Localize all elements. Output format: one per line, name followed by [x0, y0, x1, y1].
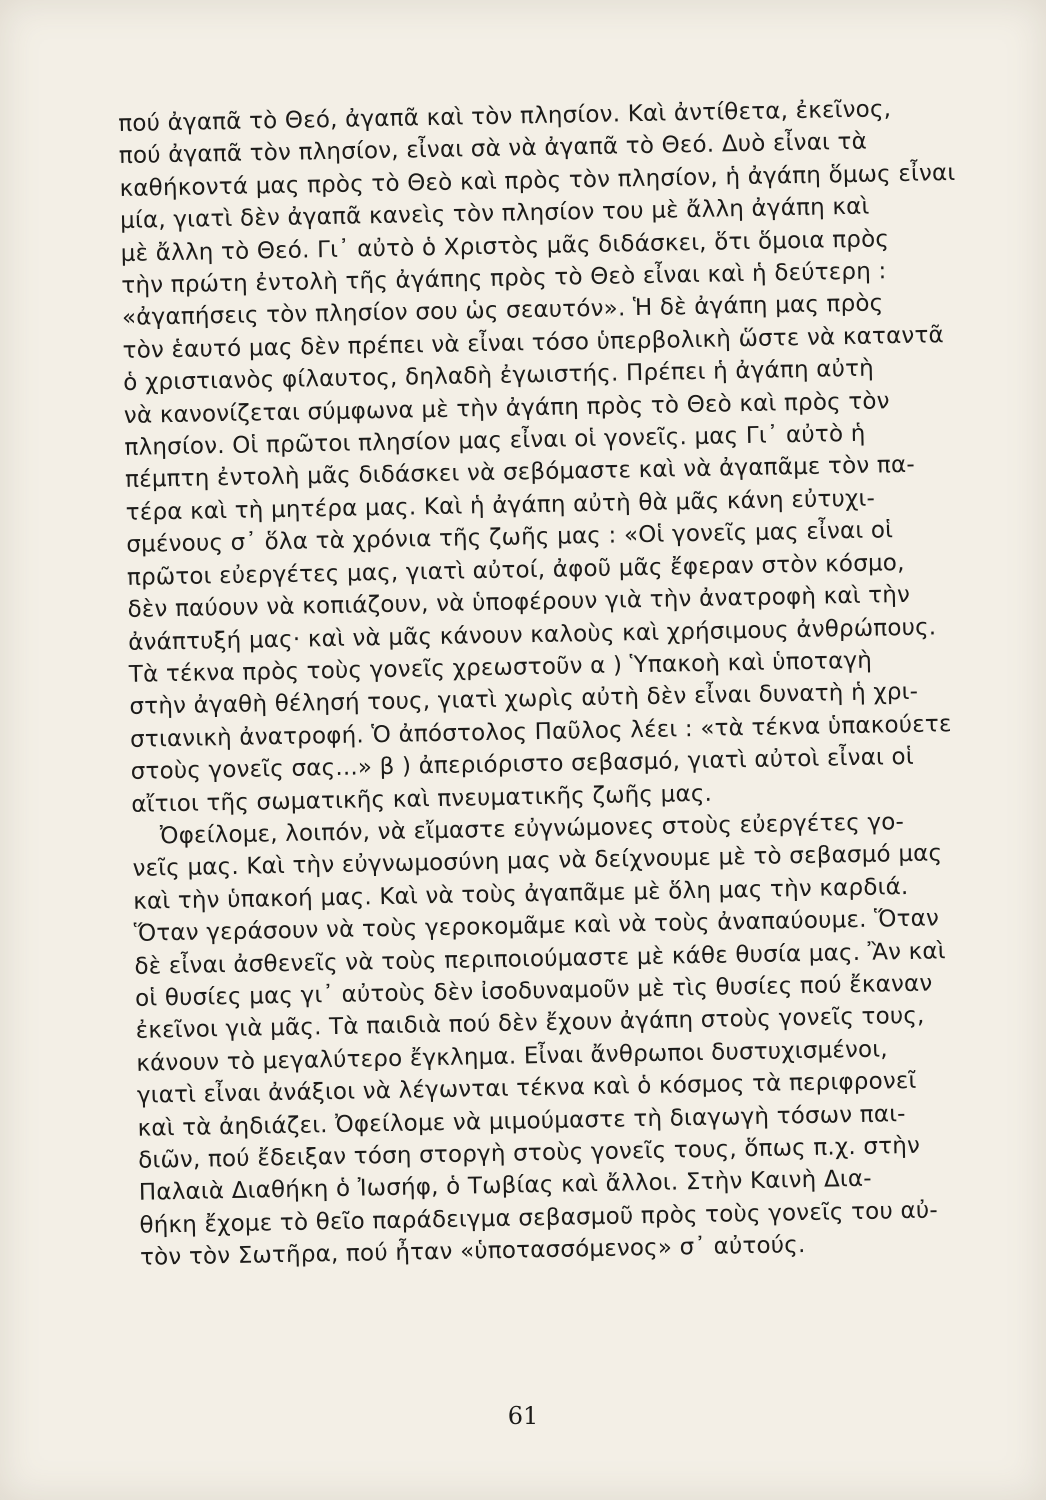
text-line: στοὺς γονεῖς σας...» β ) ἀπεριόριστο σεβασμό, γιατὶ αὐτοὶ εἶναι οἱ [130, 743, 915, 786]
text-line: πρῶτοι εὐεργέτες μας, γιατὶ αὐτοί, ἀφοῦ μᾶς ἔφεραν στὸν κόσμο, [126, 549, 905, 591]
body-text [118, 93, 956, 1275]
text-line: οἱ θυσίες μας γι᾿ αὐτοὺς δὲν ἰσοδυναμοῦν μὲ τὶς θυσίες πού ἔκαναν [134, 970, 933, 1012]
text-line: τὸν τὸν Σωτῆρα, πού ἦταν «ὑποτασσόμενος» σ᾿ αὐτούς. [139, 1232, 806, 1272]
page-number: 61 [507, 1402, 539, 1430]
text-line: πού ἀγαπᾶ τὸν πλησίον, εἶναι σὰ νὰ ἀγαπᾶ τὸ Θεό. Δυὸ εἶναι τὰ [118, 129, 868, 170]
text-line: μὲ ἄλλη τὸ Θεό. Γι᾿ αὐτὸ ὁ Χριστὸς μᾶς διδάσκει, ὅτι ὅμοια πρὸς [120, 225, 890, 267]
text-line: νὰ κανονίζεται σύμφωνα μὲ τὴν ἀγάπη πρὸς τὸ Θεὸ καὶ πρὸς τὸν [123, 387, 890, 429]
paragraph-start-line: Ὀφείλομε, λοιπόν, νὰ εἴμαστε εὐγνώμονες στοὺς εὐεργέτες γο- [159, 808, 905, 850]
text-line: γιατὶ εἶναι ἀνάξιοι νὰ λέγωνται τέκνα καὶ ὁ κόσμος τὰ περιφρονεῖ [136, 1068, 917, 1110]
text-line: ἐκεῖνοι γιὰ μᾶς. Τὰ παιδιὰ πού δὲν ἔχουν ἀγάπη στοὺς γονεῖς τους, [135, 1003, 925, 1045]
text-line: καθήκοντά μας πρὸς τὸ Θεὸ καὶ πρὸς τὸν πλησίον, ἡ ἀγάπη ὅμως εἶναι [119, 159, 956, 202]
text-line: δὲν παύουν νὰ κοπιάζουν, νὰ ὑποφέρουν γιὰ τὴν ἀνατροφὴ καὶ τὴν [127, 581, 911, 623]
text-line: πέμπτη ἐντολὴ μᾶς διδάσκει νὰ σεβόμαστε καὶ νὰ ἀγαπᾶμε τὸν πα- [124, 452, 916, 494]
text-line: μία, γιατὶ δὲν ἀγαπᾶ κανεὶς τὸν πλησίον του μὲ ἄλλη ἀγάπη καὶ [119, 193, 870, 235]
text-line: τὸν ἑαυτό μας δὲν πρέπει νὰ εἶναι τόσο ὑπερβολικὴ ὥστε νὰ καταντᾶ [122, 322, 945, 364]
text-line: τέρα καὶ τὴ μητέρα μας. Καὶ ἡ ἀγάπη αὐτὴ θὰ μᾶς κάνη εὐτυχι- [125, 485, 876, 526]
text-line: καὶ τὰ ἀηδιάζει. Ὀφείλομε νὰ μιμούμαστε τὴ διαγωγὴ τόσων παι- [137, 1100, 906, 1142]
text-line: δὲ εἶναι ἀσθενεῖς νὰ τοὺς περιποιούμαστε μὲ κάθε θυσία μας. Ἂν καὶ [134, 937, 946, 980]
text-line: σμένους σ᾿ ὅλα τὰ χρόνια τῆς ζωῆς μας : «Οἱ γονεῖς μας εἶναι οἱ [126, 517, 894, 559]
text-line: τὴν πρώτη ἐντολὴ τῆς ἀγάπης πρὸς τὸ Θεὸ εἶναι καὶ ἡ δεύτερη : [121, 258, 887, 299]
text-line: Ὅταν γεράσουν νὰ τοὺς γεροκομᾶμε καὶ νὰ τοὺς ἀναπαύουμε. Ὅταν [133, 905, 940, 948]
text-line: διῶν, πού ἔδειξαν τόση στοργὴ στοὺς γονεῖς τους, ὅπως π.χ. στὴν [137, 1132, 921, 1174]
text-line: αἴτιοι τῆς σωματικῆς καὶ πνευματικῆς ζωῆς μας. [131, 780, 713, 818]
text-line: ὁ χριστιανὸς φίλαυτος, δηλαδὴ ἐγωιστής. Πρέπει ἡ ἀγάπη αὐτὴ [123, 355, 875, 397]
text-line: ἀνάπτυξή μας· καὶ νὰ μᾶς κάνουν καλοὺς καὶ χρήσιμους ἀνθρώπους. [128, 613, 937, 656]
text-line: πού ἀγαπᾶ τὸ Θεό, ἀγαπᾶ καὶ τὸν πλησίον. Καὶ ἀντίθετα, ἐκεῖνος, [118, 96, 892, 137]
text-line: κάνουν τὸ μεγαλύτερο ἔγκλημα. Εἶναι ἄνθρωποι δυστυχισμένοι, [136, 1036, 889, 1077]
text-line: Παλαιὰ Διαθήκη ὁ Ἰωσήφ, ὁ Τωβίας καὶ ἄλλοι. Στὴν Καινὴ Δια- [138, 1166, 872, 1207]
text-line: στὴν ἀγαθὴ θέλησή τους, γιατὶ χωρὶς αὐτὴ δὲν εἶναι δυνατὴ ἡ χρι- [129, 679, 919, 721]
text-line: νεῖς μας. Καὶ τὴν εὐγνωμοσύνη μας νὰ δείχνουμε μὲ τὸ σεβασμό μας [132, 840, 943, 883]
text-line: «ἀγαπήσεις τὸν πλησίον σου ὡς σεαυτόν». Ἡ δὲ ἀγάπη μας πρὸς [121, 290, 884, 332]
text-line: πλησίον. Οἱ πρῶτοι πλησίον μας εἶναι οἱ γονεῖς. μας Γι᾿ αὐτὸ ἡ [124, 420, 866, 461]
text-line: καὶ τὴν ὑπακοή μας. Καὶ νὰ τοὺς ἀγαπᾶμε μὲ ὅλη μας τὴν καρδιά. [132, 873, 909, 915]
text-line: στιανικὴ ἀνατροφή. Ὁ ἀπόστολος Παῦλος λέει : «τὰ τέκνα ὑπακούετε [129, 710, 952, 753]
text-line: θήκη ἔχομε τὸ θεῖο παράδειγμα σεβασμοῦ πρὸς τοὺς γονεῖς του αὐ- [139, 1197, 939, 1239]
text-line: Τὰ τέκνα πρὸς τοὺς γονεῖς χρεωστοῦν α ) Ὑπακοὴ καὶ ὑποταγὴ [128, 647, 873, 688]
